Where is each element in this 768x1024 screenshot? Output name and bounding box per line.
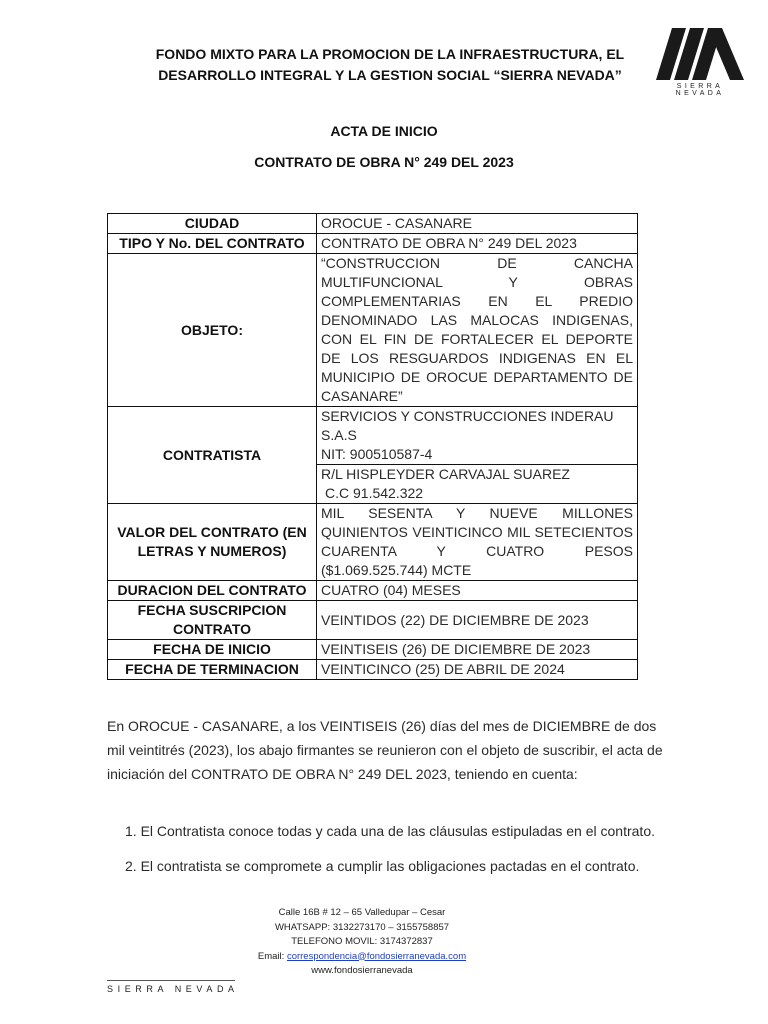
table-row-inicio [108,640,638,660]
objeto-label: OBJETO: [108,254,317,407]
objeto-value: “CONSTRUCCION DE CANCHA MULTIFUNCIONAL Y OBRAS COMPLEMENTARIAS EN EL PREDIO DENOMINADO LAS MALOCAS INDIGENAS, CON EL FIN DE FORTALECER EL DEPORTE DE LOS RESGUARDOS INDIGENAS EN EL MUNICIPIO DE OROCUE DEPARTAMENTO DE CASANARE” [317,254,638,407]
intro-paragraph: En OROCUE - CASANARE, a los VEINTISEIS (26) días del mes de DICIEMBRE de dos mil veintitrés (2023), los abajo firmantes se reunieron con el objeto de suscribir, el acta de iniciación del CONTRATO DE OBRA N° 249 DEL 2023, teniendo en cuenta: [107,718,663,782]
table-row-tipo [108,234,638,254]
inicio-label: FECHA DE INICIO [108,640,317,660]
footer-email-line [230,950,494,965]
duracion-label: DURACION DEL CONTRATO [108,581,317,601]
document-subtitle: CONTRATO DE OBRA N° 249 DEL 2023 [254,154,514,170]
contratista-company-cell [317,407,638,465]
conditions-list [125,820,685,890]
terminacion-value: VEINTICINCO (25) DE ABRIL DE 2024 [317,660,638,680]
footer-email-label: Email: [257,950,287,962]
footer-address: Calle 16B # 12 – 65 Valledupar – Cesar [278,907,446,918]
logo-caption: SIERRA NEVADA [675,83,725,97]
inicio-value: VEINTISEIS (26) DE DICIEMBRE DE 2023 [317,640,638,660]
contratista-label: CONTRATISTA [108,407,317,504]
footer-whatsapp: WHATSAPP: 3132273170 – 3155758857 [274,921,450,933]
representante-cc: C.C 91.542.322 [325,485,424,501]
duracion-value: CUATRO (04) MESES [317,581,638,601]
organization-title-line-2: DESARROLLO INTEGRAL Y LA GESTION SOCIAL “SIERRA NEVADA” [158,67,622,83]
list-item: 2. El contratista se compromete a cumplir las obligaciones pactadas en el contrato. [125,858,640,874]
ciudad-label: CIUDAD [108,214,317,234]
footer-website: www.fondosierranevada [311,965,413,976]
footer-email-link[interactable]: correspondencia@fondosierranevada.com [286,950,467,962]
table-row-suscripcion [108,601,638,640]
table-row-objeto [108,254,638,407]
representante-cell [317,465,638,504]
organization-title-line-1: FONDO MIXTO PARA LA PROMOCION DE LA INFRAESTRUCTURA, EL [155,46,625,62]
suscripcion-value: VEINTIDOS (22) DE DICIEMBRE DE 2023 [317,601,638,640]
table-row-duracion [108,581,638,601]
table-row-contratista [108,407,638,465]
representante-name: R/L HISPLEYDER CARVAJAL SUAREZ [321,466,570,482]
document-title: ACTA DE INICIO [330,123,438,139]
list-item: 1. El Contratista conoce todas y cada una de las cláusulas estipuladas en el contrato. [125,823,655,839]
valor-value: MIL SESENTA Y NUEVE MILLONES QUINIENTOS VEINTICINCO MIL SETECIENTOS CUARENTA Y CUATRO PESOS ($1.069.525.744) MCTE [317,504,638,581]
contratista-nit: NIT: 900510587-4 [321,446,433,462]
table-row-ciudad [108,214,638,234]
suscripcion-label: FECHA SUSCRIPCION CONTRATO [108,601,317,640]
terminacion-label: FECHA DE TERMINACION [108,660,317,680]
organization-title [140,44,640,86]
footer-brand: SIERRA NEVADA [107,984,239,994]
footer-phone: TELEFONO MOVIL: 3174372837 [291,936,433,947]
footer-contact [230,906,494,979]
ciudad-value: OROCUE - CASANARE [317,214,638,234]
tipo-value: CONTRATO DE OBRA N° 249 DEL 2023 [317,234,638,254]
table-row-valor [108,504,638,581]
contract-info-table [107,213,638,680]
tipo-label: TIPO Y No. DEL CONTRATO [108,234,317,254]
table-row-terminacion [108,660,638,680]
valor-label: VALOR DEL CONTRATO (EN LETRAS Y NUMEROS) [108,504,317,581]
contratista-name: SERVICIOS Y CONSTRUCCIONES INDERAU S.A.S [321,408,614,443]
footer-divider [107,980,235,981]
